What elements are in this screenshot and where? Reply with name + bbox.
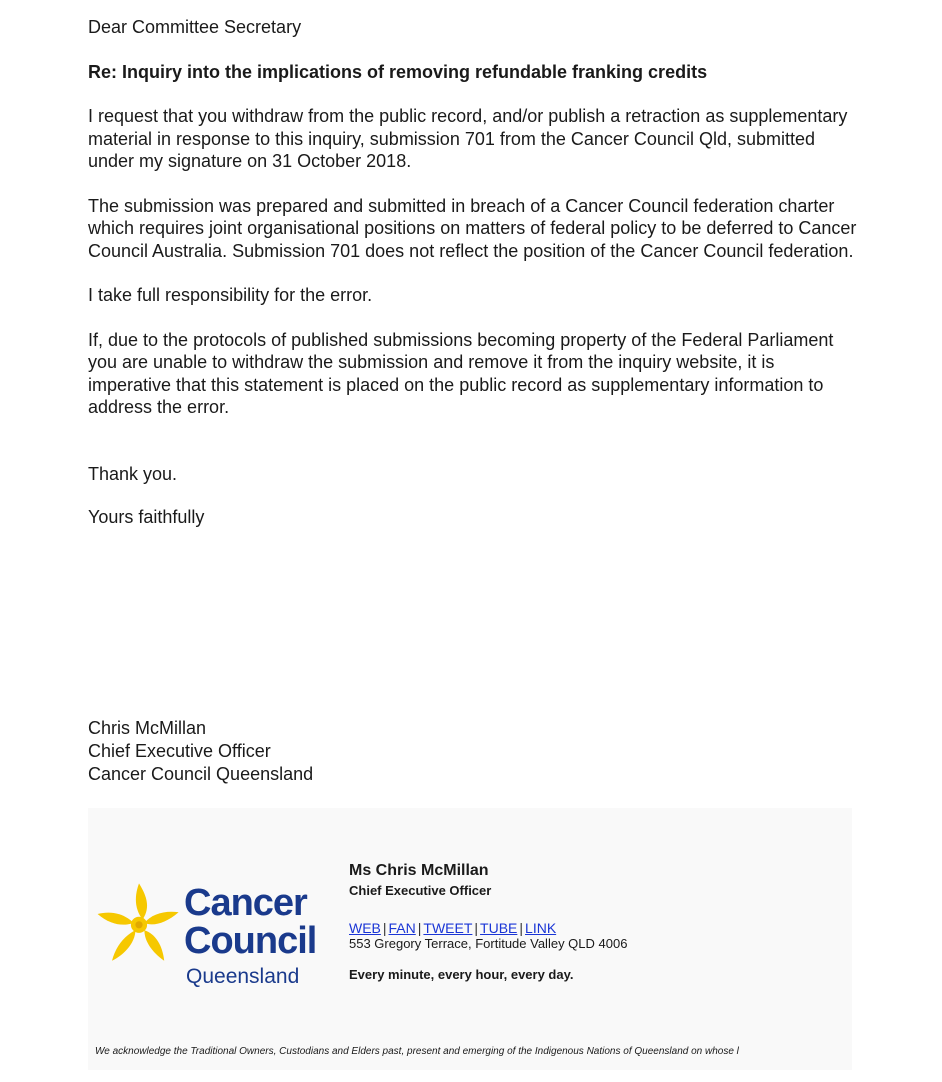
web-link[interactable]: WEB [349, 920, 381, 936]
link-separator: | [474, 920, 479, 936]
logo-word-cancer: Cancer [184, 882, 307, 924]
letter-body [88, 16, 858, 529]
link-separator: | [417, 920, 422, 936]
paragraph-responsibility: I take full responsibility for the error. [88, 285, 373, 305]
link-separator: | [519, 920, 524, 936]
logo-word-queensland: Queensland [186, 965, 300, 988]
contact-details [349, 860, 829, 984]
contact-name: Ms Chris McMillan [349, 862, 489, 879]
paragraph-breach-explanation: The submission was prepared and submitted in breach of a Cancer Council federation charter which requires joint organisational positions on matters of federal policy to be deferred to Cancer Council Australia. Submission 701 does not reflect the position of the Cancer Council federation. [88, 195, 857, 261]
logo-word-council: Council [184, 920, 317, 962]
paragraph-withdraw-request: I request that you withdraw from the public record, and/or publish a retraction as supplementary material in response to this inquiry, submission 701 from the Cancer Council Qld, submitted under my signature on 31 October 2018. [88, 106, 848, 171]
tube-link[interactable]: TUBE [480, 920, 518, 936]
salutation: Dear Committee Secretary [88, 17, 302, 37]
tagline: Every minute, every hour, every day. [349, 967, 574, 982]
thanks-line: Thank you. [88, 463, 178, 484]
paragraph-public-record: If, due to the protocols of published submissions becoming property of the Federal Parliament you are unable to withdraw the submission and remove it from the inquiry website, it is imperative that this statement is placed on the public record as supplementary information to address the error. [88, 329, 834, 417]
contact-title: Chief Executive Officer [349, 883, 492, 898]
signer-details [88, 717, 313, 786]
cancer-council-logo [94, 878, 317, 993]
social-links [349, 920, 829, 936]
logo-wordmark [184, 884, 316, 991]
daffodil-icon [94, 878, 184, 968]
signer-title: Chief Executive Officer [88, 741, 271, 761]
email-signature-block [88, 808, 852, 1070]
subject-line: Re: Inquiry into the implications of removing refundable franking credits [88, 61, 708, 82]
tweet-link[interactable]: TWEET [423, 920, 473, 936]
signoff: Yours faithfully [88, 507, 205, 527]
acknowledgement-of-country: We acknowledge the Traditional Owners, Custodians and Elders past, present and emerging of the Indigenous Nations of Queensland on whose l [95, 1046, 739, 1057]
fan-link[interactable]: FAN [388, 920, 416, 936]
signer-name: Chris McMillan [88, 718, 207, 738]
link-link[interactable]: LINK [525, 920, 557, 936]
link-separator: | [382, 920, 387, 936]
address: 553 Gregory Terrace, Fortitude Valley QLD 4006 [349, 936, 628, 951]
signer-organisation: Cancer Council Queensland [88, 764, 314, 784]
